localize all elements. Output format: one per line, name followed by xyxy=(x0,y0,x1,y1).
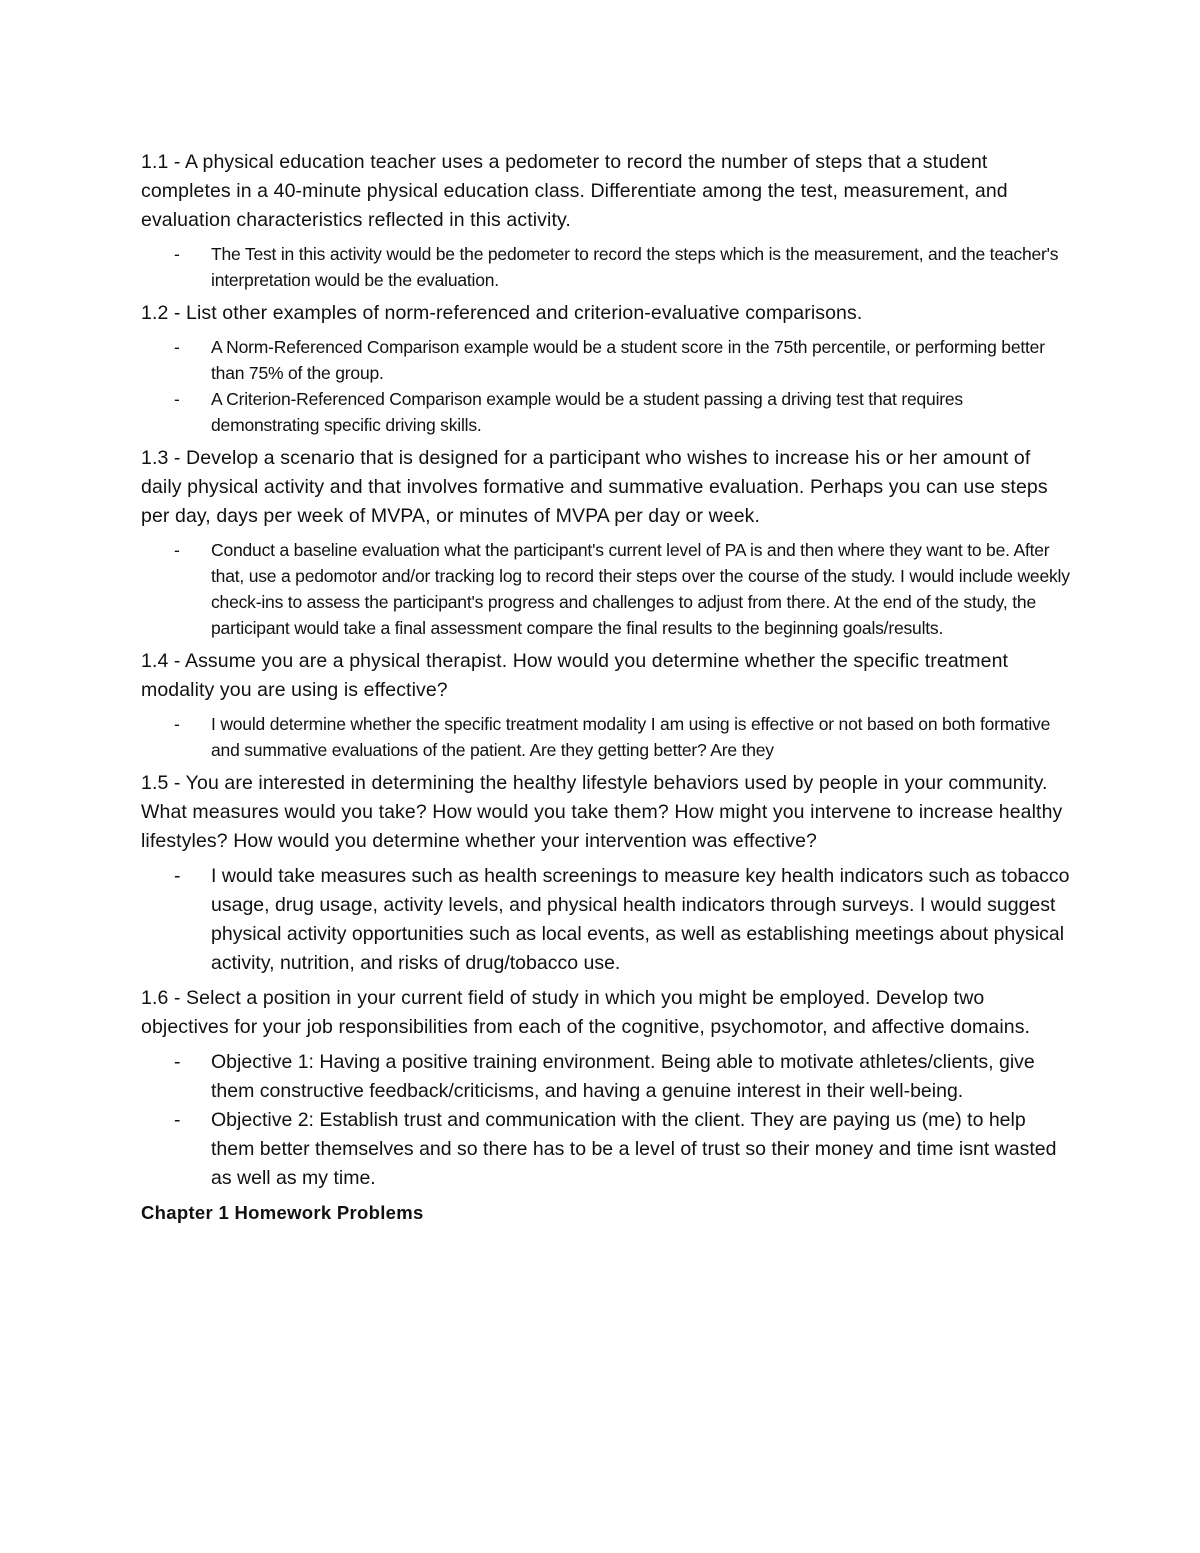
question-1-2: 1.2 - List other examples of norm-referenced and criterion-evaluative comparisons. xyxy=(141,302,863,324)
chapter-heading: Chapter 1 Homework Problems xyxy=(141,1202,424,1223)
dash-bullet: - xyxy=(174,1109,181,1131)
dash-bullet: - xyxy=(174,337,180,357)
answer-1-6-b xyxy=(141,1106,1071,1193)
answer-1-4-a xyxy=(141,711,1071,763)
answer-text: The Test in this activity would be the pedometer to record the steps which is the measurement, and the teacher's interpretation would be the evaluation. xyxy=(211,244,1059,290)
answer-text: Objective 2: Establish trust and communication with the client. They are paying us (me) to help them better themselves and so there has to be a level of trust so their money and time isnt wasted as well as my time. xyxy=(211,1109,1057,1189)
dash-bullet: - xyxy=(174,244,180,264)
answer-1-2-a xyxy=(141,334,1071,386)
answer-text: Conduct a baseline evaluation what the participant's current level of PA is and then where they want to be. After that, use a pedomotor and/or tracking log to record their steps over the course of the study. I would include weekly check-ins to assess the participant's progress and challenges to adjust from there. At the end of the study, the participant would take a final assessment compare the final results to the beginning goals/results. xyxy=(211,540,1070,638)
answer-1-6-a xyxy=(141,1048,1071,1106)
answer-1-2-b xyxy=(141,386,1071,438)
answer-text: I would take measures such as health screenings to measure key health indicators such as tobacco usage, drug usage, activity levels, and physical health indicators through surveys. I would suggest physical activity opportunities such as local events, as well as establishing meetings about physical activity, nutrition, and risks of drug/tobacco use. xyxy=(211,865,1070,974)
answer-1-5-a xyxy=(141,862,1071,978)
answer-text: A Norm-Referenced Comparison example would be a student score in the 75th percentile, or performing better than 75% of the group. xyxy=(211,337,1045,383)
answer-list-1-3 xyxy=(141,537,1071,641)
question-1-4: 1.4 - Assume you are a physical therapist. How would you determine whether the specific treatment modality you are using is effective? xyxy=(141,650,1009,701)
question-1-5: 1.5 - You are interested in determining the healthy lifestyle behaviors used by people in your community. What measures would you take? How would you take them? How might you intervene to increase healthy lifestyles? How would you determine whether your intervention was effective? xyxy=(141,772,1063,852)
question-1-1: 1.1 - A physical education teacher uses a pedometer to record the number of steps that a student completes in a 40-minute physical education class. Differentiate among the test, measurement, and evaluation characteristics reflected in this activity. xyxy=(141,151,1008,231)
answer-1-1-a xyxy=(141,241,1071,293)
dash-bullet: - xyxy=(174,714,180,734)
dash-bullet: - xyxy=(174,540,180,560)
answer-list-1-2 xyxy=(141,334,1071,438)
answer-list-1-5 xyxy=(141,862,1071,978)
answer-text: Objective 1: Having a positive training environment. Being able to motivate athletes/clients, give them constructive feedback/criticisms, and having a genuine interest in their well-being. xyxy=(211,1051,1035,1102)
dash-bullet: - xyxy=(174,1051,181,1073)
question-1-3: 1.3 - Develop a scenario that is designed for a participant who wishes to increase his or her amount of daily physical activity and that involves formative and summative evaluation. Perhaps you can use steps per day, days per week of MVPA, or minutes of MVPA per day or week. xyxy=(141,447,1048,527)
answer-list-1-4 xyxy=(141,711,1071,763)
dash-bullet: - xyxy=(174,865,181,887)
document-page xyxy=(141,148,1071,1227)
answer-list-1-6 xyxy=(141,1048,1071,1193)
dash-bullet: - xyxy=(174,389,180,409)
answer-list-1-1 xyxy=(141,241,1071,293)
answer-text: I would determine whether the specific treatment modality I am using is effective or not based on both formative and summative evaluations of the patient. Are they getting better? Are they xyxy=(211,714,1051,760)
answer-text: A Criterion-Referenced Comparison example would be a student passing a driving test that requires demonstrating specific driving skills. xyxy=(211,389,963,435)
answer-1-3-a xyxy=(141,537,1071,641)
question-1-6: 1.6 - Select a position in your current field of study in which you might be employed. Develop two objectives for your job responsibilities from each of the cognitive, psychomotor, and affective domains. xyxy=(141,987,1031,1038)
